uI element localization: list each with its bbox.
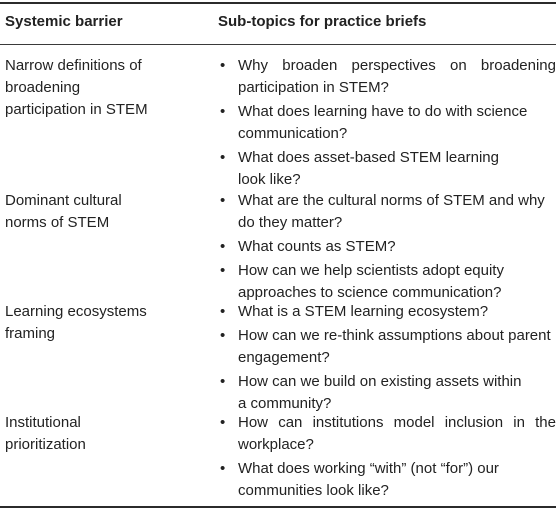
list-item — [218, 236, 556, 258]
table-row-2-subtopics — [218, 190, 556, 306]
item-line: What is a STEM learning ecosystem? — [238, 303, 489, 320]
item-line: How can we help scientists adopt equity — [238, 262, 504, 279]
item-line: communication? — [238, 125, 348, 142]
table-row-2-barrier — [5, 190, 210, 234]
table-row-1-subtopics — [218, 55, 556, 193]
header-rule — [0, 44, 556, 45]
barrier-line: Dominant cultural — [5, 192, 122, 209]
bullet-icon: • — [220, 103, 226, 120]
barrier-line: Institutional — [5, 414, 81, 431]
list-item — [218, 55, 556, 99]
list-item — [218, 301, 556, 323]
item-line: What does asset-based STEM learning — [238, 149, 499, 166]
list-item — [218, 325, 556, 369]
barrier-line: Learning ecosystems — [5, 303, 147, 320]
bullet-icon: • — [220, 327, 226, 344]
item-line: What are the cultural norms of STEM and why — [238, 192, 545, 209]
item-line: participation in STEM? — [238, 79, 389, 96]
list-item — [218, 147, 556, 191]
bullet-icon: • — [220, 149, 226, 166]
item-line: How can we re-think assumptions about parent — [238, 327, 551, 344]
list-item — [218, 458, 556, 502]
bullet-icon: • — [220, 373, 226, 390]
item-line: workplace? — [238, 436, 314, 453]
item-line: How can institutions model inclusion in the — [238, 414, 556, 431]
bullet-icon: • — [220, 238, 226, 255]
item-line: Why broaden perspectives on broadening — [238, 57, 556, 74]
table-bottom-rule — [0, 506, 556, 508]
header-sub-topics: Sub-topics for practice briefs — [218, 13, 427, 30]
bullet-icon: • — [220, 460, 226, 477]
header-systemic-barrier: Systemic barrier — [5, 13, 123, 30]
bullet-icon: • — [220, 57, 226, 74]
barrier-line: broadening — [5, 79, 81, 96]
table-top-rule — [0, 2, 556, 4]
bullet-icon: • — [220, 192, 226, 209]
list-item — [218, 101, 556, 145]
table-row-3-subtopics — [218, 301, 556, 417]
table-row-4-barrier — [5, 412, 210, 456]
table-row-3-barrier — [5, 301, 210, 345]
barrier-line: prioritization — [5, 436, 86, 453]
item-line: What does learning have to do with science — [238, 103, 528, 120]
table-row-4-subtopics — [218, 412, 556, 504]
item-line: What counts as STEM? — [238, 238, 396, 255]
list-item — [218, 260, 556, 304]
list-item — [218, 190, 556, 234]
table-row-1-barrier — [5, 55, 210, 121]
bullet-icon: • — [220, 303, 226, 320]
item-line: communities look like? — [238, 482, 389, 499]
item-line: What does working “with” (not “for”) our — [238, 460, 499, 477]
barrier-line: norms of STEM — [5, 214, 110, 231]
item-line: approaches to science communication? — [238, 284, 502, 301]
list-item — [218, 371, 556, 415]
item-line: engagement? — [238, 349, 330, 366]
list-item — [218, 412, 556, 456]
item-line: a community? — [238, 395, 332, 412]
barrier-line: participation in STEM — [5, 101, 148, 118]
item-line: do they matter? — [238, 214, 343, 231]
item-line: look like? — [238, 171, 301, 188]
bullet-icon: • — [220, 262, 226, 279]
barrier-line: framing — [5, 325, 56, 342]
item-line: How can we build on existing assets within — [238, 373, 522, 390]
bullet-icon: • — [220, 414, 226, 431]
barrier-line: Narrow definitions of — [5, 57, 142, 74]
